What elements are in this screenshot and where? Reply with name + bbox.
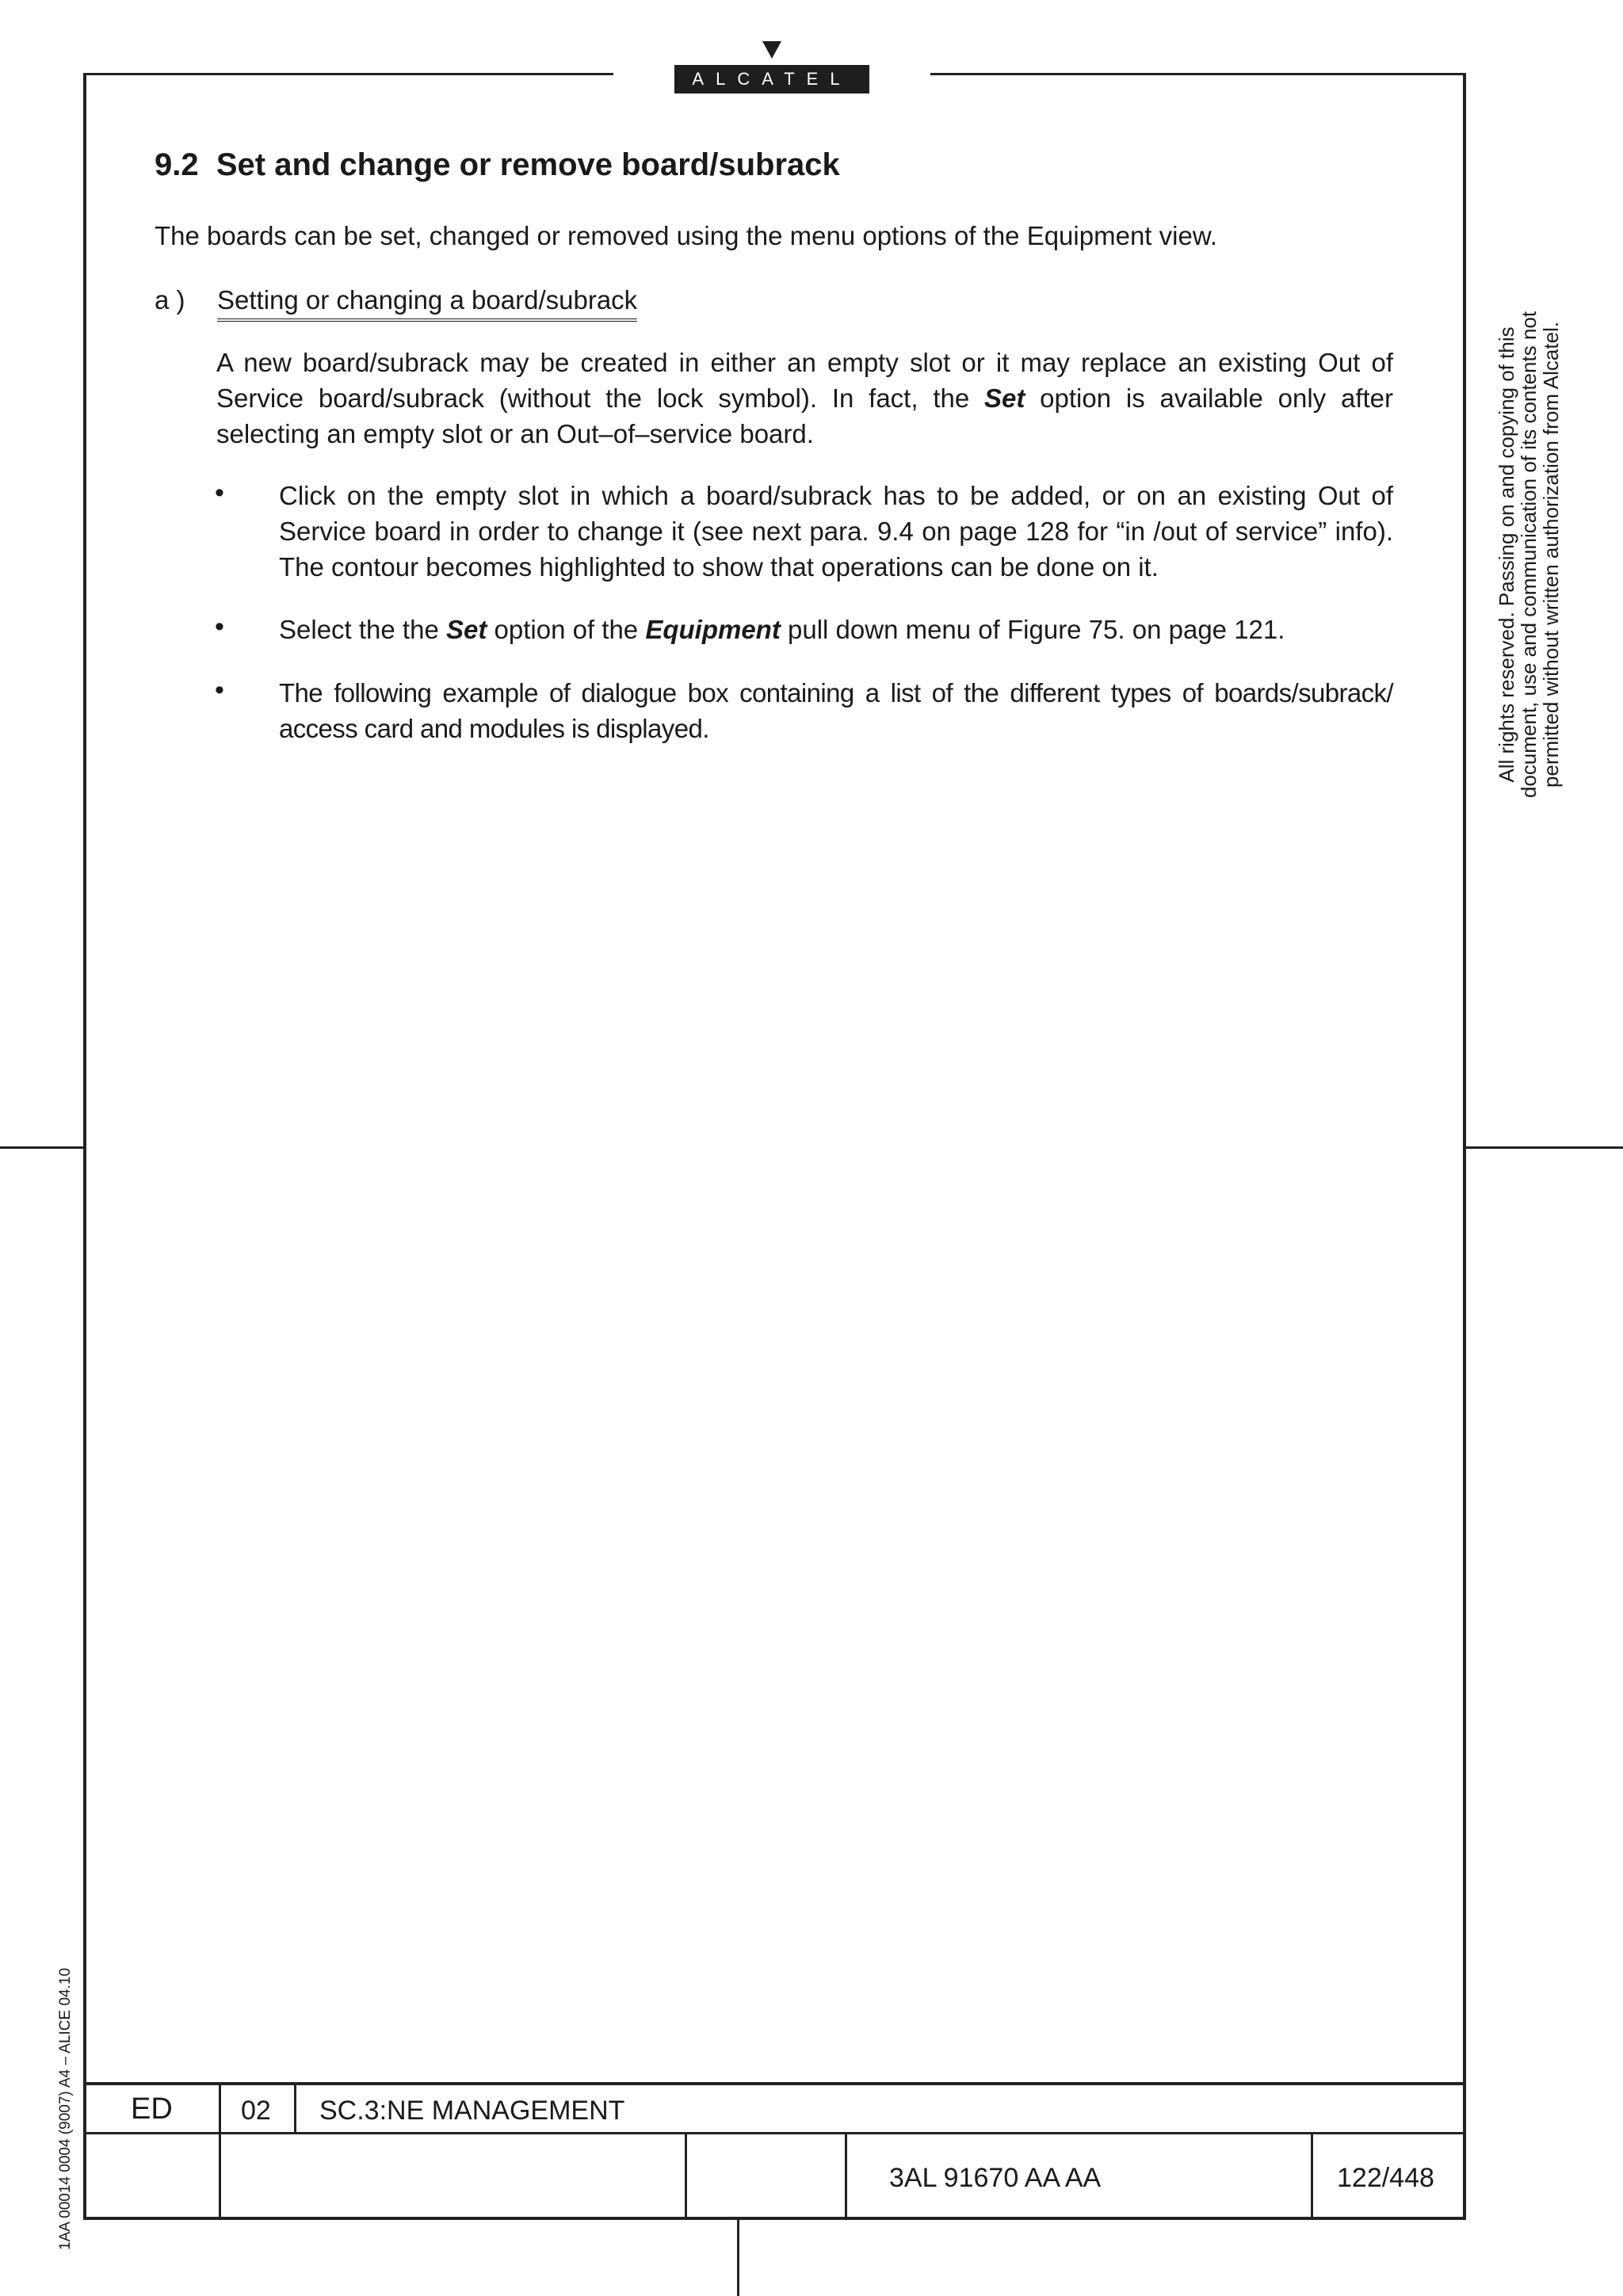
frame-bottom	[83, 2217, 1466, 2220]
footer-chapter: SC.3:NE MANAGEMENT	[319, 2096, 625, 2126]
section-intro: The boards can be set, changed or removed using the menu options of the Equipment view.	[155, 221, 1217, 250]
bullet-text-part: option of the	[487, 615, 646, 644]
section-title: Set and change or remove board/subrack	[216, 147, 840, 182]
section-number: 9.2	[155, 147, 199, 182]
logo-text: ALCATEL	[692, 69, 852, 89]
footer-divider	[845, 2133, 847, 2217]
bullet-text-part: Select the the	[279, 615, 446, 644]
footer-ed-label: ED	[131, 2092, 173, 2126]
frame-left	[83, 73, 86, 2220]
bullet-emphasis: Equipment	[645, 615, 781, 644]
footer-page-number: 122/448	[1337, 2163, 1434, 2193]
fold-mark-left	[0, 1146, 83, 1149]
bullet-symbol: •	[215, 478, 224, 508]
rights-notice: All rights reserved. Passing on and copying of this document, use and communication of its contents not permitted without written authorization from Alcatel.	[1495, 311, 1563, 799]
bullet-item: The following example of dialogue box containing a list of the different types of boards/subrack/ access card and modules is displayed.	[279, 678, 1393, 743]
footer-ed-value: 02	[241, 2096, 271, 2126]
footer-divider	[294, 2082, 296, 2133]
form-code: 1AA 00014 0004 (9007) A4 – ALICE 04.10	[57, 1967, 74, 2250]
footer-top-line	[83, 2082, 1466, 2085]
alcatel-logo	[674, 65, 869, 93]
subsection-label: a )	[155, 285, 185, 315]
footer-divider	[219, 2082, 221, 2217]
paragraph-text-after: option is available only after selecting an empty slot or an Out–of–service board.	[216, 383, 1394, 448]
bullet-symbol: •	[215, 675, 224, 705]
paragraph-emphasis: Set	[984, 383, 1025, 413]
bullet-item: Click on the empty slot in which a board/subrack has to be added, or on an existing Out of Service board in order to change it (see next para. 9.4 on page 128 for “in /out of service” info). The contour becomes highlighted to show that operations can be done on it.	[279, 481, 1393, 582]
bullet-item	[279, 612, 1393, 647]
fold-mark-right	[1466, 1146, 1623, 1149]
subsection-title: Setting or changing a board/subrack	[217, 282, 637, 322]
footer-divider	[685, 2133, 687, 2217]
footer-divider	[1311, 2133, 1313, 2217]
fold-mark-bottom	[737, 2220, 739, 2296]
footer-mid-line	[83, 2132, 1466, 2134]
bullet-text-part: pull down menu of Figure 75. on page 121.	[780, 615, 1285, 644]
footer-doc-number: 3AL 91670 AA AA	[889, 2163, 1102, 2193]
frame-top-right	[930, 73, 1466, 75]
bullet-emphasis: Set	[445, 615, 487, 644]
logo-triangle-icon	[762, 41, 781, 59]
paragraph-text-before: A new board/subrack may be created in either an empty slot or it may replace an existing Out of Service board/subrack (without the lock symbol). In fact, the	[216, 348, 1393, 413]
bullet-symbol: •	[215, 612, 224, 642]
frame-top-left	[84, 73, 613, 75]
section-heading	[155, 147, 840, 183]
subsection-paragraph	[216, 345, 1393, 452]
